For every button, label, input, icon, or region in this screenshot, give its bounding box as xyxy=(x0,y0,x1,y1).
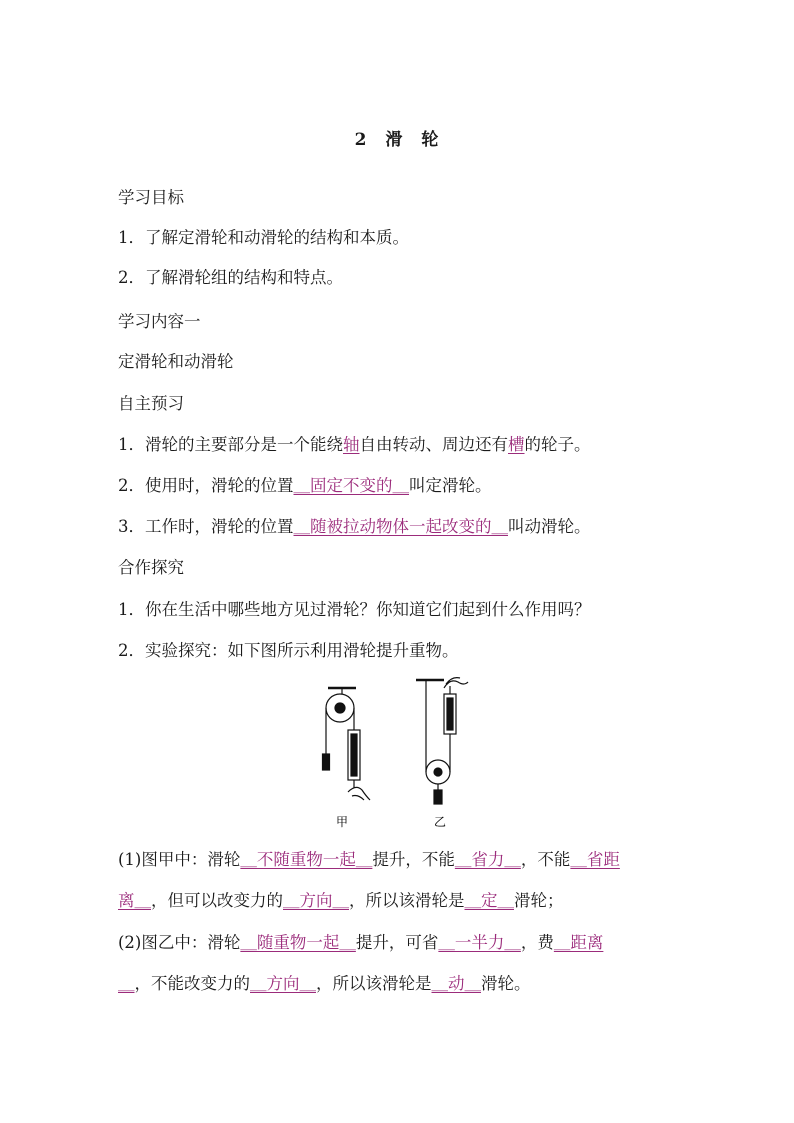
cooperate-question-1: 1．你在生活中哪些地方见过滑轮？你知道它们起到什么作用吗？ xyxy=(118,600,591,619)
figure-label-a: 甲 xyxy=(336,815,349,829)
answer-blank: 轴 xyxy=(343,435,360,454)
answer-blank: ＿一半力＿ xyxy=(438,933,521,952)
answer-blank: ＿方向＿ xyxy=(283,891,349,910)
pulley-figure xyxy=(300,672,500,832)
answer-blank: 离＿ xyxy=(118,891,151,910)
answer-blank: ＿省距 xyxy=(570,850,620,869)
answer-blank: ＿省力＿ xyxy=(454,850,521,869)
title-word-a: 滑 xyxy=(385,130,404,150)
answer-blank: ＿定＿ xyxy=(464,891,514,910)
movable-pulley-apparatus xyxy=(416,678,468,804)
pulley-diagram xyxy=(300,672,500,832)
answer-blank: ＿ xyxy=(118,974,135,993)
page-title xyxy=(0,125,794,150)
preview-question-3: 3．工作时，滑轮的位置＿随被拉动物体一起改变的＿叫动滑轮。 xyxy=(118,517,591,536)
goal-item-1: 1．了解定滑轮和动滑轮的结构和本质。 xyxy=(118,228,409,247)
answer-blank: ＿随重物一起＿ xyxy=(240,933,356,952)
preview-question-2: 2．使用时，滑轮的位置＿固定不变的＿叫定滑轮。 xyxy=(118,476,492,495)
content1-heading: 学习内容一 xyxy=(118,312,201,331)
answer-blank: ＿不随重物一起＿ xyxy=(240,850,373,869)
answer-part-1-line-2: 离＿，但可以改变力的＿方向＿，所以该滑轮是＿定＿滑轮； xyxy=(118,891,564,910)
content1-subheading: 定滑轮和动滑轮 xyxy=(118,352,234,371)
preview-question-1: 1．滑轮的主要部分是一个能绕轴自由转动、周边还有槽的轮子。 xyxy=(118,435,591,454)
answer-blank: ＿方向＿ xyxy=(250,974,316,993)
cooperate-question-2: 2．实验探究：如下图所示利用滑轮提升重物。 xyxy=(118,641,459,660)
cooperate-heading: 合作探究 xyxy=(118,558,184,577)
answer-blank: 槽 xyxy=(508,435,525,454)
answer-part-2-line-1: (2)图乙中：滑轮＿随重物一起＿提升，可省＿一半力＿，费＿距离 xyxy=(118,933,604,952)
goal-item-2: 2．了解滑轮组的结构和特点。 xyxy=(118,268,343,287)
goals-heading: 学习目标 xyxy=(118,188,184,207)
answer-blank: ＿动＿ xyxy=(431,974,481,993)
title-number: 2 xyxy=(354,130,368,150)
answer-blank: ＿随被拉动物体一起改变的＿ xyxy=(293,517,508,536)
answer-blank: ＿固定不变的＿ xyxy=(293,476,409,495)
answer-part-1-line-1: (1)图甲中：滑轮＿不随重物一起＿提升，不能＿省力＿，不能＿省距 xyxy=(118,850,620,869)
answer-part-2-line-2: ＿，不能改变力的＿方向＿，所以该滑轮是＿动＿滑轮。 xyxy=(118,974,531,993)
title-word-b: 轮 xyxy=(421,130,440,150)
answer-blank: ＿距离 xyxy=(553,933,604,952)
fixed-pulley-apparatus xyxy=(323,688,371,800)
figure-label-b: 乙 xyxy=(434,815,447,829)
preview-heading: 自主预习 xyxy=(118,394,184,413)
